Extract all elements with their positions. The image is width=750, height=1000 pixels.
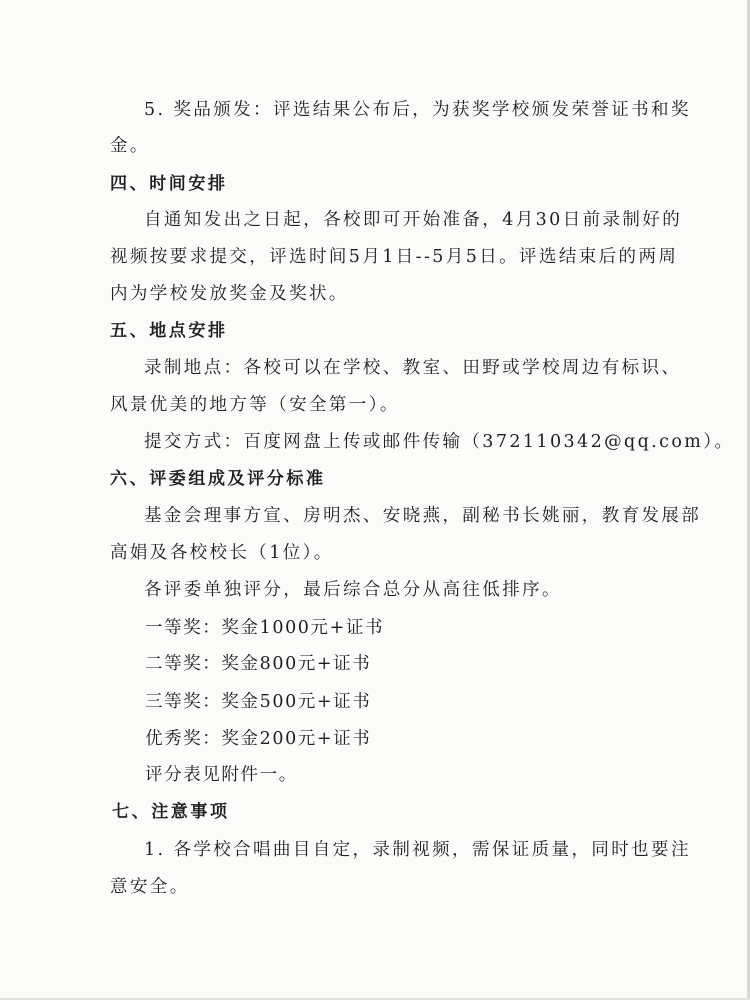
section-heading-notes: 七、注意事项	[112, 802, 230, 822]
paragraph-recording-location: 录制地点：各校可以在学校、教室、田野或学校周边有标识、	[144, 358, 682, 378]
prize-second: 二等奖：奖金800元+证书	[145, 654, 372, 674]
prize-third: 三等奖：奖金500元+证书	[145, 692, 372, 712]
paragraph-schedule: 自通知发出之日起，各校即可开始准备，4月30日前录制好的	[144, 210, 683, 230]
section-heading-location: 五、地点安排	[110, 321, 228, 341]
paragraph-award-distribution-cont: 金。	[110, 136, 150, 156]
paragraph-schedule-cont: 视频按要求提交，评选时间5月1日--5月5日。评选结束后的两周	[110, 247, 679, 267]
paragraph-scoring: 各评委单独评分，最后综合总分从高往低排序。	[144, 580, 562, 600]
section-heading-schedule: 四、时间安排	[110, 174, 228, 194]
prize-first: 一等奖：奖金1000元+证书	[145, 618, 385, 638]
paragraph-judges-cont: 高娟及各校校长（1位）。	[110, 543, 334, 563]
paragraph-award-distribution: 5. 奖品颁发：评选结果公布后，为获奖学校颁发荣誉证书和奖	[144, 100, 691, 120]
paragraph-recording-location-cont: 风景优美的地方等（安全第一）。	[110, 395, 400, 415]
paragraph-submission-method: 提交方式：百度网盘上传或邮件传输（372110342@qq.com）。	[144, 432, 735, 452]
paragraph-judges: 基金会理事方宣、房明杰、安晓燕，副秘书长姚丽，教育发展部	[144, 506, 702, 526]
paragraph-notes-1-cont: 意安全。	[110, 877, 190, 897]
paragraph-notes-1: 1. 各学校合唱曲目自定，录制视频，需保证质量，同时也要注	[144, 840, 691, 860]
section-heading-judges: 六、评委组成及评分标准	[110, 469, 326, 489]
paragraph-schedule-cont: 内为学校发放奖金及奖状。	[110, 284, 349, 304]
scoring-attachment-note: 评分表见附件一。	[145, 765, 298, 785]
prize-excellence: 优秀奖：奖金200元+证书	[145, 729, 372, 749]
